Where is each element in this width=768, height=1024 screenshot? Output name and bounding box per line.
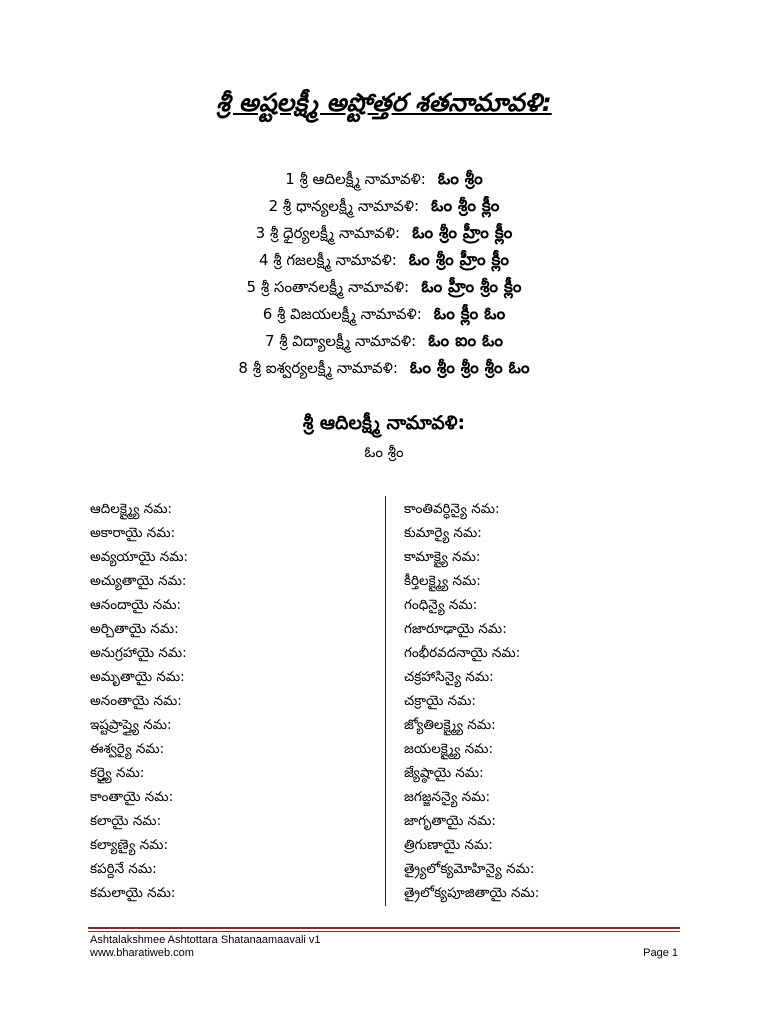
names-column-right xyxy=(404,497,539,905)
toc-label: 6 శ్రీ విజయలక్ష్మీ నామావళి: xyxy=(262,305,422,323)
list-item: అర్చితాయై నమ: xyxy=(90,621,179,637)
list-item: చక్రహాసిన్యై నమ: xyxy=(404,669,494,685)
toc-mantra: ఓం శ్రీం xyxy=(437,169,483,189)
footer-info xyxy=(90,934,321,960)
toc-label: 5 శ్రీ సంతానలక్ష్మీ నామావళి: xyxy=(246,278,410,296)
table-of-contents xyxy=(0,166,768,382)
toc-mantra: ఓం శ్రీం హ్రీం క్లీం xyxy=(412,223,513,243)
section-title: శ్రీ ఆదిలక్ష్మీ నామావళి: xyxy=(302,412,466,434)
toc-item xyxy=(0,328,768,355)
list-item: ఇష్టప్రాప్త్యై నమ: xyxy=(90,717,172,733)
toc-item xyxy=(0,220,768,247)
list-item: అకారాయై నమ: xyxy=(90,525,176,541)
list-item: కలాయై నమ: xyxy=(90,813,162,829)
list-item: కల్యాణ్యై నమ: xyxy=(90,837,168,853)
footer-doc-title: Ashtalakshmee Ashtottara Shatanaamaavali v1 xyxy=(90,934,321,946)
toc-label: 4 శ్రీ గజలక్ష్మీ నామావళి: xyxy=(258,251,397,269)
list-item: అచ్యుతాయై నమ: xyxy=(90,573,187,589)
list-item: జ్యోతిలక్ష్మ్యై నమ: xyxy=(404,717,496,733)
list-item: కాంతివర్ధిన్యై నమ: xyxy=(404,501,500,517)
list-item: ఈశ్వర్యై నమ: xyxy=(90,741,165,757)
toc-mantra: ఓం క్లీం ఓం xyxy=(433,304,506,324)
list-item: కాంతాయై నమ: xyxy=(90,789,174,805)
list-item: కమలాయై నమ: xyxy=(90,885,176,901)
list-item: కర్త్ర్యై నమ: xyxy=(90,765,145,781)
footer-website: www.bharatiweb.com xyxy=(90,947,194,959)
list-item: ఆనందాయై నమ: xyxy=(90,597,182,613)
list-item: గంధిన్యై నమ: xyxy=(404,597,478,613)
toc-mantra: ఓం శ్రీం శ్రీం శ్రీం ఓం xyxy=(409,358,530,378)
toc-item xyxy=(0,166,768,193)
toc-item xyxy=(0,247,768,274)
list-item: జాగృతాయై నమ: xyxy=(404,813,496,829)
list-item: ఆదిలక్ష్మ్యై నమ: xyxy=(90,501,173,517)
toc-mantra: ఓం శ్రీం క్లీం xyxy=(431,196,500,216)
list-item: కపర్దినే నమ: xyxy=(90,861,157,877)
list-item: అవ్యయాయై నమ: xyxy=(90,549,189,565)
toc-mantra: ఓం హ్రీం శ్రీం క్లీం xyxy=(421,277,522,297)
toc-item xyxy=(0,301,768,328)
list-item: జగజ్జనన్యై నమ: xyxy=(404,789,491,805)
list-item: అనంతాయై నమ: xyxy=(90,693,182,709)
footer-rule xyxy=(88,927,680,929)
list-item: కామాక్ష్యై నమ: xyxy=(404,549,481,565)
toc-label: 7 శ్రీ విద్యాలక్ష్మీ నామావళి: xyxy=(264,332,417,350)
toc-item xyxy=(0,274,768,301)
toc-mantra: ఓం శ్రీం హ్రీం క్లీం xyxy=(408,250,510,270)
list-item: కీర్తిలక్ష్మ్యై నమ: xyxy=(404,573,481,589)
toc-item xyxy=(0,193,768,220)
toc-label: 3 శ్రీ ధైర్యలక్ష్మీ నామావళి: xyxy=(255,224,401,242)
list-item: జయలక్ష్మ్యై నమ: xyxy=(404,741,494,757)
list-item: గజారూఢాయై నమ: xyxy=(404,621,507,637)
page-title: శ్రీ అష్టలక్ష్మీ అష్టోత్తర శతనామావళి: xyxy=(216,88,552,117)
toc-label: 1 శ్రీ ఆదిలక్ష్మీ నామావళి: xyxy=(285,170,426,188)
list-item: త్రైలోక్యపూజితాయై నమ: xyxy=(404,885,540,901)
toc-mantra: ఓం ఐం ఓం xyxy=(428,331,504,351)
section-mantra: ఓం శ్రీం xyxy=(364,443,404,461)
list-item: త్రిగుణాయై నమ: xyxy=(404,837,493,853)
column-divider xyxy=(385,496,386,906)
names-column-left xyxy=(90,497,188,905)
list-item: గంభీరవదనాయై నమ: xyxy=(404,645,521,661)
toc-item xyxy=(0,355,768,382)
list-item: అమృతాయై నమ: xyxy=(90,669,185,685)
list-item: అనుగ్రహాయై నమ: xyxy=(90,645,187,661)
list-item: చక్రాయై నమ: xyxy=(404,693,476,709)
page-number: Page 1 xyxy=(643,947,678,959)
toc-label: 8 శ్రీ ఐశ్వర్యలక్ష్మీ నామావళి: xyxy=(238,359,398,377)
list-item: త్ర్యైలోక్యమోహిన్యై నమ: xyxy=(404,861,535,877)
list-item: కుమార్యై నమ: xyxy=(404,525,482,541)
footer-rule-thin xyxy=(88,931,680,932)
list-item: జ్యేష్ఠాయై నమ: xyxy=(404,765,484,781)
toc-label: 2 శ్రీ ధాన్యలక్ష్మీ నామావళి: xyxy=(268,197,420,215)
